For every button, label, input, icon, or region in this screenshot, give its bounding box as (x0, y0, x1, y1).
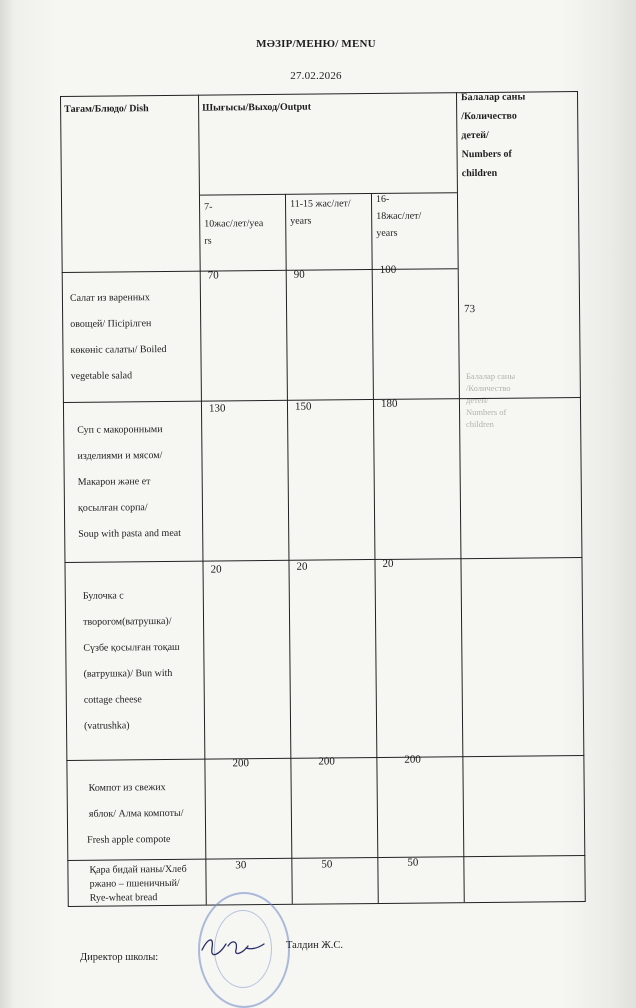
output-11-15: 90 (293, 268, 305, 281)
ghost-line: children (466, 419, 494, 429)
output-11-15: 50 (321, 858, 333, 871)
output-16-18: 180 (380, 397, 398, 410)
table-rule (285, 194, 293, 904)
header-children-line: Numbers of (461, 148, 512, 161)
age-line: 7- (204, 201, 213, 213)
dish-line: (ватрушка)/ Bun with (83, 667, 173, 680)
dish-line: Макарон және ет (77, 476, 151, 488)
dish-line: Компот из свежих (88, 782, 166, 794)
dish-name (70, 285, 167, 390)
dish-line: cottage cheese (83, 694, 142, 706)
table-rule (63, 397, 581, 403)
output-16-18: 50 (407, 856, 419, 869)
age-group-7-10 (204, 198, 264, 250)
menu-table (60, 91, 586, 906)
ghost-line: Балалар саны (466, 371, 516, 381)
dish-line: Fresh apple compote (87, 833, 171, 846)
header-children-line: /Количество (461, 110, 517, 123)
dish-line: Қара бидай наны/Хлеб (89, 863, 187, 876)
age-line: 10жас/лет/yea (204, 218, 264, 230)
children-count: 73 (464, 303, 476, 316)
dish-line: (vatrushka) (83, 720, 130, 732)
age-line: 16- (375, 193, 390, 205)
dish-name (83, 583, 181, 740)
output-7-10: 20 (210, 563, 222, 576)
header-output: Шығысы/Выход/Output (202, 101, 312, 114)
dish-line: ржано – пшеничный/ (89, 877, 180, 890)
age-line: 11-15 жас/лет/ (289, 198, 351, 210)
output-7-10: 130 (208, 402, 226, 415)
dish-line: Булочка с (82, 590, 124, 602)
table-rule (64, 557, 582, 563)
dish-name (77, 417, 181, 548)
output-7-10: 200 (232, 757, 249, 770)
ghost-line: /Количество (466, 383, 511, 393)
dish-line: vegetable salad (70, 370, 133, 382)
dish-line: қосылған сорпа/ (77, 502, 148, 514)
director-name: Талдин Ж.С. (286, 940, 344, 951)
table-rule (456, 92, 465, 902)
ghost-line: Numbers of (466, 407, 507, 417)
director-signature (198, 924, 268, 964)
director-label: Директор школы: (80, 952, 159, 963)
header-children-line: Балалар саны (460, 91, 526, 104)
output-16-18: 200 (404, 753, 421, 766)
age-line: 18жас/лет/ (376, 210, 422, 222)
age-group-16-18 (376, 191, 422, 242)
header-children-line: children (461, 167, 498, 180)
dish-line: овощей/ Пісірілген (70, 318, 152, 330)
output-11-15: 20 (296, 560, 308, 573)
dish-name (89, 863, 187, 906)
menu-date: 27.02.2026 (290, 70, 342, 82)
dish-line: изделиями и мясом/ (77, 450, 163, 462)
table-rule (371, 193, 379, 903)
age-line: years (290, 215, 312, 227)
output-11-15: 150 (294, 400, 312, 413)
age-group-11-15 (290, 195, 351, 230)
ghost-line: детей/ (466, 395, 489, 405)
dish-name (89, 775, 184, 854)
dish-line: көкөніс салаты/ Boiled (70, 343, 167, 356)
output-16-18: 100 (379, 263, 397, 276)
output-7-10: 70 (207, 269, 219, 282)
header-children (461, 87, 574, 183)
dish-line: Сүзбе қосылған тоқаш (83, 641, 180, 654)
age-line: years (376, 227, 398, 239)
dish-line: Soup with pasta and meat (78, 527, 182, 540)
header-dish: Тағам/Блюдо/ Dish (64, 103, 149, 115)
dish-line: яблок/ Алма компоты/ (88, 807, 184, 820)
age-line: rs (204, 235, 212, 247)
dish-line: Салат из варенных (69, 292, 150, 304)
dish-line: Rye-wheat bread (89, 892, 158, 904)
output-16-18: 20 (382, 557, 394, 570)
dish-line: Суп с макоронными (77, 424, 163, 436)
menu-title: МӘЗІР/МЕНЮ/ MENU (256, 38, 376, 50)
table-rule (62, 268, 458, 273)
dish-line: творогом(ватрушка)/ (83, 615, 172, 628)
header-children-line: детей/ (461, 129, 489, 142)
output-11-15: 200 (318, 755, 335, 768)
output-7-10: 30 (235, 859, 247, 872)
